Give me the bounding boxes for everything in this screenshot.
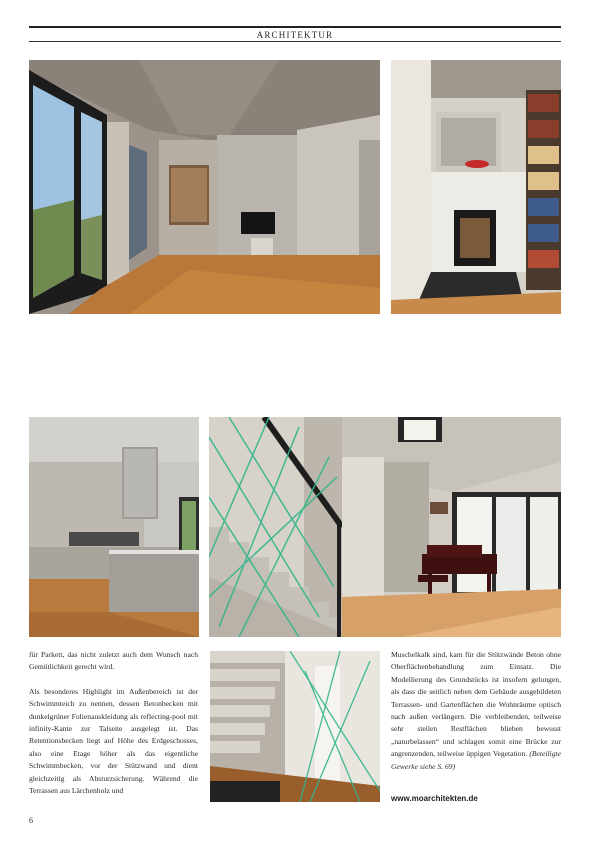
- photo-fireplace-bookshelf: [391, 60, 561, 314]
- photo-kitchen: [29, 417, 199, 637]
- page-number: 6: [29, 816, 33, 825]
- paragraph: [391, 649, 561, 773]
- credit-note: (Beteiligte Gewerke siehe S. 69): [391, 749, 561, 771]
- photo-stair-underside: [210, 651, 380, 802]
- paragraph: für Parkett, das nicht zuletzt auch dem Wunsch nach Gemütlichkeit gerecht wird.: [29, 650, 198, 672]
- paragraph-text: Muschelkalk sind, kam für die Stützwände Beton ohne Oberflächenbehandlung zum Einsatz. Die Modellierung des Grundstücks ist insofern gelungen, als dass die seitlich neben dem Gebäude ausgebildeten Terrassen- und Gartenflächen die Wohnräume optisch nach außen verlängern. Die verbleibenden, teilweise sehr steilen Restflächen blieben bewusst „naturbelassen“ und schlagen somit eine Brücke zur angrenzenden, teilweise üppigen Vegetation.: [391, 650, 561, 759]
- text-column-left: [29, 649, 198, 797]
- photo-living-room-glass-facade: [29, 60, 380, 314]
- header-rule-bottom: [29, 41, 561, 42]
- header-rule-top: [29, 26, 561, 28]
- section-title: ARCHITEKTUR: [256, 30, 334, 40]
- photo-living-room-piano: [342, 417, 561, 637]
- paragraph: Als besonderes Highlight im Außenbereich ist der Schwimmteich zu nennen, dessen Betonbecken mit dunkelgrüner Folienauskleidung als reflecting-pool mit infinity-Kante zur Talseite ausgelegt ist. Das Retentionsbecken liegt auf Höhe des Erdgeschosses, also eine Etage höher als das eigentliche Schwimmbecken, vor der Stützwand und dient gleichzeitig als Absturzsicherung. Während die Terrassen aus Lärchenholz und: [29, 686, 198, 796]
- photo-staircase-green-net: [209, 417, 342, 637]
- text-column-right: [391, 649, 561, 773]
- website-link[interactable]: www.moarchitekten.de: [391, 794, 478, 803]
